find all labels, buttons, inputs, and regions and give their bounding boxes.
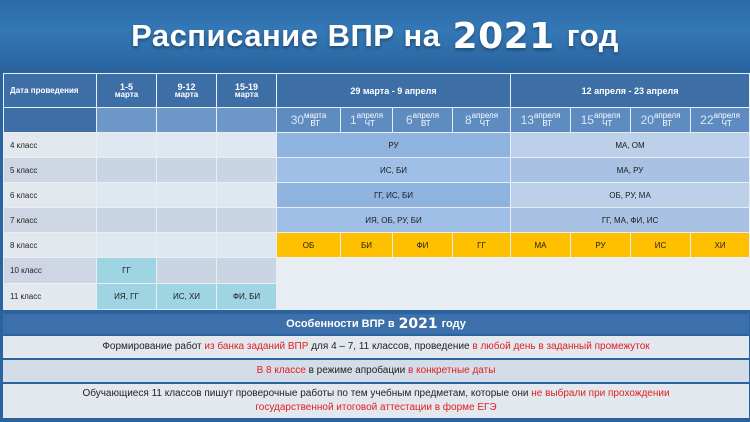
col-header-2: 9-12 марта bbox=[157, 74, 217, 108]
cell-subjects: ИС, БИ bbox=[277, 158, 511, 183]
features-title: Особенности ВПР в 2021 году bbox=[3, 314, 749, 334]
table-row bbox=[4, 233, 750, 258]
cell-subjects: МА, ОМ bbox=[511, 133, 750, 158]
day-header: 1апреля ЧТ bbox=[341, 108, 393, 133]
cell-subject: РУ bbox=[571, 233, 631, 258]
cell-subject: МА bbox=[511, 233, 571, 258]
cell-subject: ИЯ, ГГ bbox=[97, 284, 157, 310]
col-header-3: 15-19 марта bbox=[217, 74, 277, 108]
cell-subjects: ОБ, РУ, МА bbox=[511, 183, 750, 208]
day-header: 20апреля ВТ bbox=[631, 108, 691, 133]
row-label: 6 класс bbox=[4, 183, 97, 208]
row-label: 8 класс bbox=[4, 233, 97, 258]
cell-subject: ОБ bbox=[277, 233, 341, 258]
page-title bbox=[0, 0, 750, 72]
cell-subject: ХИ bbox=[691, 233, 750, 258]
cell-subject: ФИ bbox=[393, 233, 453, 258]
period-header-2: 12 апреля - 23 апреля bbox=[511, 74, 750, 108]
cell-subject: ГГ bbox=[97, 258, 157, 284]
table-row bbox=[4, 158, 750, 183]
table-row bbox=[4, 208, 750, 233]
day-header: 6апреля ВТ bbox=[393, 108, 453, 133]
title-text: Расписание ВПР на bbox=[131, 18, 441, 53]
row-label: 10 класс bbox=[4, 258, 97, 284]
day-header: 15апреля ЧТ bbox=[571, 108, 631, 133]
day-header: 13апреля ВТ bbox=[511, 108, 571, 133]
header-row bbox=[4, 74, 750, 108]
table-row bbox=[4, 284, 750, 310]
table-row bbox=[4, 133, 750, 158]
cell-subject: БИ bbox=[341, 233, 393, 258]
table-row bbox=[4, 258, 750, 284]
day-header: 8апреля ЧТ bbox=[453, 108, 511, 133]
title-text-end: год bbox=[566, 18, 619, 53]
feature-line-2: В 8 классе в режиме апробации в конкретные даты bbox=[3, 360, 749, 382]
col-header-1: 1-5 марта bbox=[97, 74, 157, 108]
cell-subject: ГГ bbox=[453, 233, 511, 258]
row-label: 7 класс bbox=[4, 208, 97, 233]
cell-subjects: ГГ, ИС, БИ bbox=[277, 183, 511, 208]
cell-subjects: МА, РУ bbox=[511, 158, 750, 183]
feature-line-1: Формирование работ из банка заданий ВПР для 4 – 7, 11 классов, проведение в любой день в заданный промежуток bbox=[3, 336, 749, 358]
cell-subject: ФИ, БИ bbox=[217, 284, 277, 310]
row-label: 4 класс bbox=[4, 133, 97, 158]
row-label: 5 класс bbox=[4, 158, 97, 183]
day-header: 30марта ВТ bbox=[277, 108, 341, 133]
cell-subjects: РУ bbox=[277, 133, 511, 158]
days-row bbox=[4, 108, 750, 133]
row-label: 11 класс bbox=[4, 284, 97, 310]
feature-line-3: Обучающиеся 11 классов пишут проверочные работы по тем учебным предметам, которые они не выбрали при прохождении государственной итоговой аттестации в форме ЕГЭ bbox=[3, 384, 749, 418]
cell-subject: ИС, ХИ bbox=[157, 284, 217, 310]
day-header: 22апреля ЧТ bbox=[691, 108, 750, 133]
date-header: Дата проведения bbox=[4, 74, 97, 108]
schedule-table bbox=[3, 73, 750, 310]
title-year: 2021 bbox=[452, 15, 555, 57]
period-header-1: 29 марта - 9 апреля bbox=[277, 74, 511, 108]
cell-subjects: ИЯ, ОБ, РУ, БИ bbox=[277, 208, 511, 233]
table-row bbox=[4, 183, 750, 208]
cell-subjects: ГГ, МА, ФИ, ИС bbox=[511, 208, 750, 233]
cell-subject: ИС bbox=[631, 233, 691, 258]
